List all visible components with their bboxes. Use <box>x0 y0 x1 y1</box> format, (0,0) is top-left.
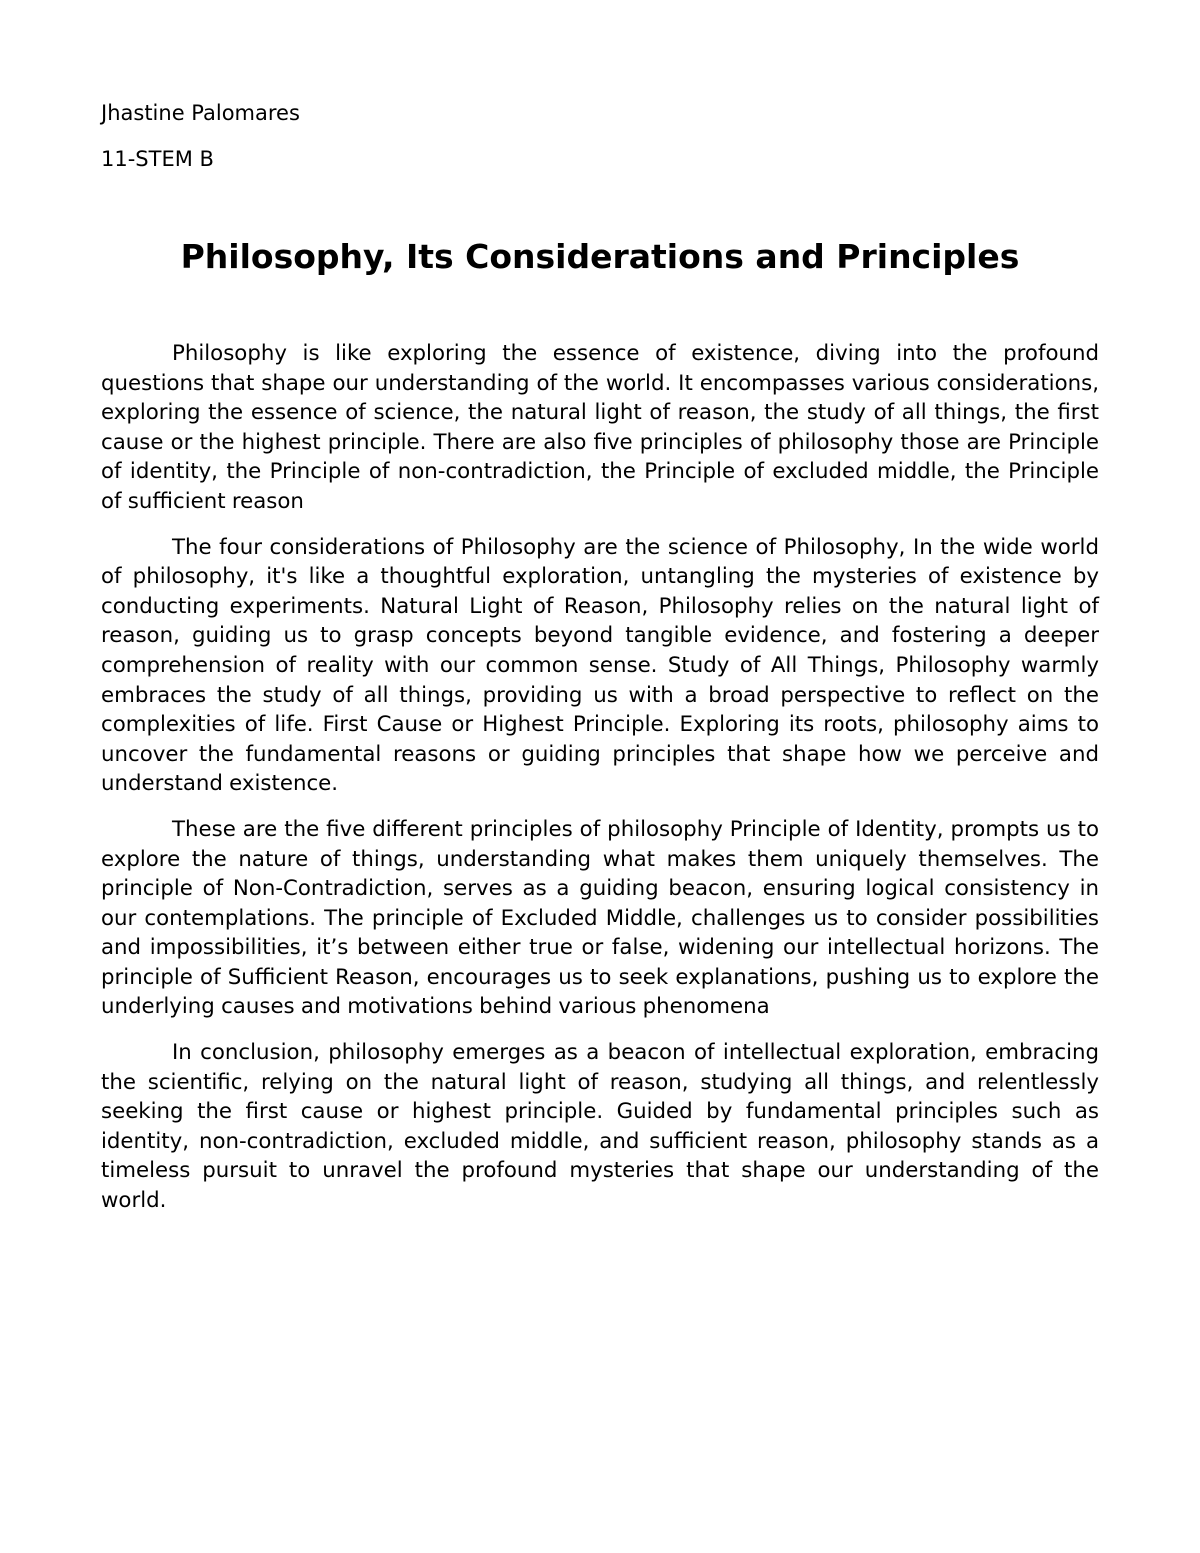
document-title: Philosophy, Its Considerations and Principles <box>180 237 1020 276</box>
document-body <box>101 339 1099 1232</box>
paragraph-principles: These are the five different principles of philosophy Principle of Identity, prompts us to explore the nature of things, understanding what makes them uniquely themselves. The principle of Non-Contradiction, serves as a guiding beacon, ensuring logical consistency in our contemplations. The principle of Excluded Middle, challenges us to consider possibilities and impossibilities, it’s between either true or false, widening our intellectual horizons. The principle of Sufficient Reason, encourages us to seek explanations, pushing us to explore the underlying causes and motivations behind various phenomena <box>101 816 1099 1020</box>
author-name: Jhastine Palomares <box>101 101 300 125</box>
paragraph-considerations: The four considerations of Philosophy are the science of Philosophy, In the wide world of philosophy, it's like a thoughtful exploration, untangling the mysteries of existence by conducting experiments. Natural Light of Reason, Philosophy relies on the natural light of reason, guiding us to grasp concepts beyond tangible evidence, and fostering a deeper comprehension of reality with our common sense. Study of All Things, Philosophy warmly embraces the study of all things, providing us with a broad perspective to reflect on the complexities of life. First Cause or Highest Principle. Exploring its roots, philosophy aims to uncover the fundamental reasons or guiding principles that shape how we perceive and understand existence. <box>101 534 1099 797</box>
class-section: 11-STEM B <box>101 147 214 171</box>
paragraph-introduction: Philosophy is like exploring the essence of existence, diving into the profound questions that shape our understanding of the world. It encompasses various considerations, exploring the essence of science, the natural light of reason, the study of all things, the first cause or the highest principle. There are also five principles of philosophy those are Principle of identity, the Principle of non-contradiction, the Principle of excluded middle, the Principle of sufficient reason <box>101 341 1099 514</box>
paragraph-conclusion: In conclusion, philosophy emerges as a beacon of intellectual exploration, embracing the scientific, relying on the natural light of reason, studying all things, and relentlessly seeking the first cause or highest principle. Guided by fundamental principles such as identity, non-contradiction, excluded middle, and sufficient reason, philosophy stands as a timeless pursuit to unravel the profound mysteries that shape our understanding of the world. <box>101 1040 1099 1214</box>
